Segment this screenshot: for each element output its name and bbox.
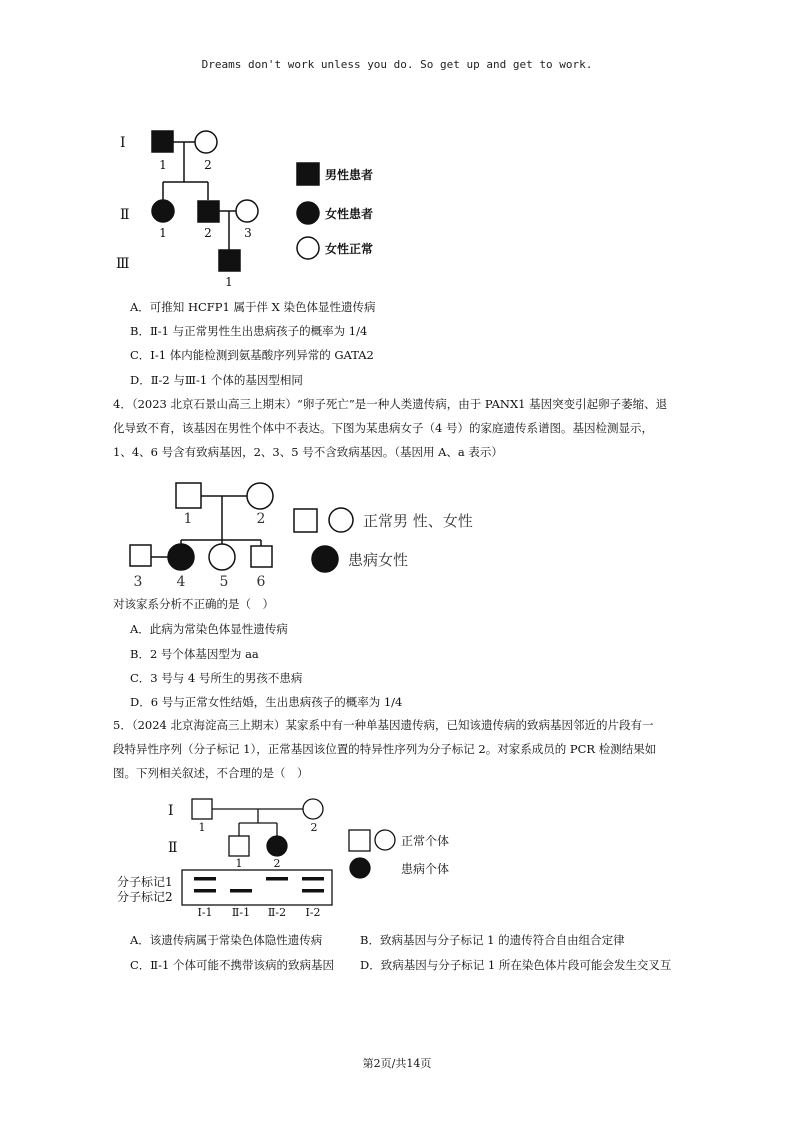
q3-legend-affected-male-symbol [297,163,319,185]
q3-individual-I1-affected-male [152,131,173,152]
q3-generation-label-II: Ⅱ [120,207,130,223]
q5-option-c: C．Ⅱ-1 个体可能不携带该病的致病基因 [130,958,334,972]
q4-pedigree-figure [120,475,500,590]
q5-legend-affected-symbol [350,858,370,878]
q5-stem-line-1: 5．（2024 北京海淀高三上期末）某家系中有一种单基因遗传病，已知该遗传病的致病基因邻近的片段有一 [113,718,654,732]
q4-individual-6-normal-male [251,546,272,567]
q5-individual-I2-normal-female [303,799,323,819]
q5-stem [113,713,693,785]
q3-generation-label-I: Ⅰ [120,135,126,151]
q5-stem-line-3: 图。下列相关叙述，不合理的是（ ） [113,766,309,780]
q5-band-I1-marker1 [194,877,216,881]
q4-option-b: B．2 号个体基因型为 aa [130,647,259,661]
q5-legend-label-normal: 正常个体 [401,834,450,848]
q5-band-II2-marker1 [266,877,288,881]
q5-lane-label-II1: Ⅱ-1 [231,906,251,919]
q3-legend-label-affected-male: 男性患者 [325,168,374,182]
q5-marker2-label: 分子标记2 [117,890,173,904]
q3-label-II1: 1 [159,226,167,240]
q3-individual-I2-normal-female [195,131,217,153]
q3-option-b: B．Ⅱ-1 与正常男性生出患病孩子的概率为 1/4 [130,324,368,338]
q3-legend-label-affected-female: 女性患者 [325,207,374,221]
q3-label-I2: 2 [204,158,212,172]
q5-pedigree-pcr-figure [112,795,472,925]
q5-band-I2-marker2 [302,889,324,893]
q5-pcr-gel-box [182,870,332,905]
q4-individual-2-normal-female [247,483,273,509]
q3-label-II3: 3 [244,226,252,240]
q5-label-II1: 1 [235,857,243,870]
q4-option-c: C．3 号与 4 号所生的男孩不患病 [130,671,303,685]
q5-option-b: B．致病基因与分子标记 1 的遗传符合自由组合定律 [360,933,625,947]
q5-marker1-label: 分子标记1 [117,875,173,889]
q3-pedigree-figure [110,120,400,295]
q5-band-I2-marker1 [302,877,324,881]
q5-generation-label-II: Ⅱ [168,840,178,856]
q4-option-d: D．6 号与正常女性结婚，生出患病孩子的概率为 1/4 [130,695,403,709]
q3-legend-label-normal-female: 女性正常 [325,242,374,256]
q5-stem-line-2: 段特异性序列（分子标记 1），正常基因该位置的特异性序列为分子标记 2。对家系成员的 PCR 检测结果如 [113,742,657,756]
q4-stem-line-2: 化导致不育，该基因在男性个体中不表达。下图为某患病女子（4 号）的家庭遗传系谱图。基因检测显示， [113,421,653,435]
q3-individual-II3-normal-female [236,200,258,222]
q4-individual-1-normal-male [176,483,201,508]
q3-option-a: A．可推知 HCFP1 属于伴 X 染色体显性遗传病 [130,300,376,314]
q3-individual-II1-affected-female [152,200,174,222]
q4-individual-4-affected-female [168,544,194,570]
q5-legend-label-affected: 患病个体 [401,862,450,876]
q4-label-6: 6 [256,574,266,590]
q5-individual-II2-affected-female [267,836,287,856]
q3-individual-II2-affected-male [198,201,219,222]
q5-lane-label-I2: Ⅰ-2 [305,906,321,919]
q3-label-II2: 2 [204,226,212,240]
q3-option-d: D．Ⅱ-2 与Ⅲ-1 个体的基因型相同 [130,373,303,387]
q5-lane-label-I1: Ⅰ-1 [197,906,213,919]
q4-label-4: 4 [176,574,186,590]
q5-individual-II1-normal-male [229,836,249,856]
page-header-motto: Dreams don't work unless you do. So get up and get to work. [201,58,593,71]
q3-generation-label-III: Ⅲ [116,256,130,272]
q4-question: 对该家系分析不正确的是（ ） [113,597,274,611]
q4-legend-label-affected-female: 患病女性 [348,551,409,569]
q4-legend-label-normal: 正常男 性、女性 [363,512,473,530]
q4-label-3: 3 [133,574,143,590]
q3-individual-III1-affected-male [219,250,240,271]
q5-band-II1-marker2 [230,889,252,893]
q5-label-I2: 2 [310,821,318,834]
q4-stem-line-3: 1、4、6 号含有致病基因，2、3、5 号不含致病基因。（基因用 A、a 表示） [113,445,503,459]
q3-legend-affected-female-symbol [297,202,319,224]
q4-label-1: 1 [183,511,193,527]
q4-label-2: 2 [256,511,266,527]
q5-legend-normal-male-symbol [349,830,370,851]
q5-option-a: A．该遗传病属于常染色体隐性遗传病 [130,933,323,947]
q4-stem [113,392,693,464]
q5-legend-normal-female-symbol [375,830,395,850]
q5-label-I1: 1 [198,821,206,834]
q4-legend-normal-female-symbol [329,508,353,532]
q4-legend-affected-female-symbol [312,546,338,572]
q3-legend-normal-female-symbol [297,237,319,259]
q4-legend-normal-male-symbol [294,509,317,532]
page-footer-number: 第2页/共14页 [362,1057,432,1070]
q5-individual-I1-normal-male [192,799,212,819]
q3-option-c: C．Ⅰ-1 体内能检测到氨基酸序列异常的 GATA2 [130,348,374,362]
q5-band-I1-marker2 [194,889,216,893]
q4-individual-3-normal-male [130,545,151,566]
q4-individual-5-normal-female [209,544,235,570]
q4-label-5: 5 [219,574,229,590]
q3-label-I1: 1 [159,158,167,172]
q4-stem-line-1: 4．（2023 北京石景山高三上期末）“卵子死亡”是一种人类遗传病，由于 PANX1 基因突变引起卵子萎缩、退 [113,397,668,411]
q5-lane-label-II2: Ⅱ-2 [267,906,287,919]
q5-option-d: D．致病基因与分子标记 1 所在染色体片段可能会发生交叉互 [360,958,672,972]
q4-option-a: A．此病为常染色体显性遗传病 [130,622,288,636]
q3-label-III1: 1 [225,275,233,289]
q5-label-II2: 2 [273,857,281,870]
q5-generation-label-I: Ⅰ [168,803,174,819]
